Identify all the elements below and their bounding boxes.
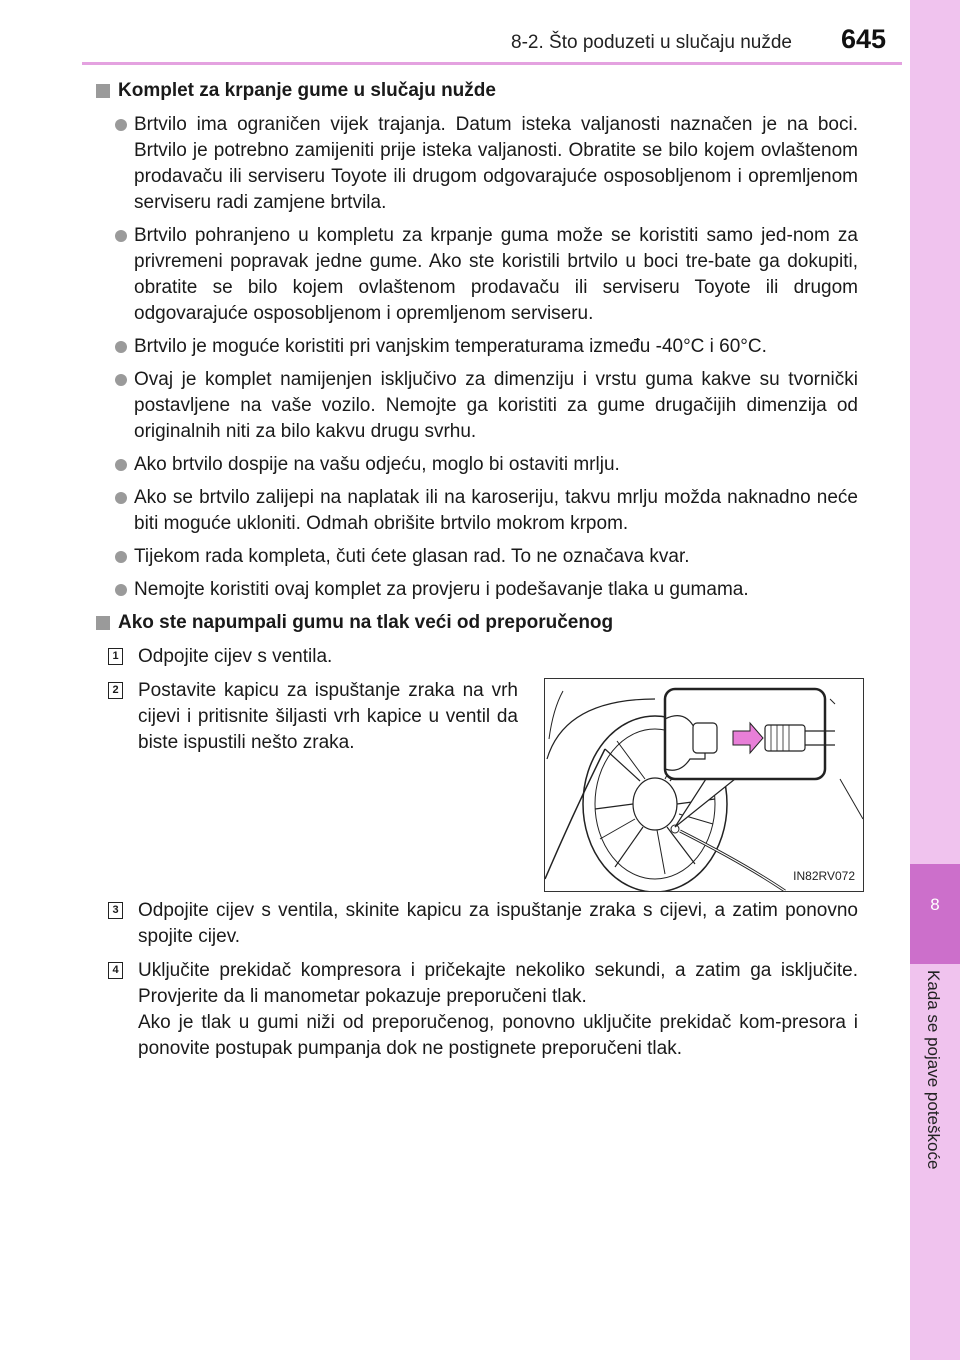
step-number: 1 xyxy=(108,648,123,665)
header-rule xyxy=(82,62,902,65)
square-bullet-icon xyxy=(96,616,110,630)
figure-label: IN82RV072 xyxy=(793,869,855,883)
bullet-item: Tijekom rada kompleta, čuti ćete glasan rad. To ne označava kvar. xyxy=(96,544,858,570)
step-text: Odpojite cijev s ventila, skinite kapicu za ispuštanje zraka s cijevi, a zatim ponovno spojite cijev. xyxy=(138,900,858,947)
step-number: 2 xyxy=(108,682,123,699)
circle-bullet-icon xyxy=(115,341,127,353)
step-text: Uključite prekidač kompresora i pričekajte nekoliko sekundi, a zatim ga isključite. Provjerite da li manometar pokazuje preporučeni tlak. xyxy=(138,960,858,1007)
section-heading xyxy=(96,78,858,104)
heading-text: Ako ste napumpali gumu na tlak veći od preporučenog xyxy=(118,612,614,633)
circle-bullet-icon xyxy=(115,459,127,471)
page-header xyxy=(82,22,902,62)
wheel-valve-drawing xyxy=(545,679,863,891)
page-content xyxy=(96,78,858,1070)
circle-bullet-icon xyxy=(115,230,127,242)
step-text: Postavite kapicu za ispuštanje zraka na vrh cijevi i pritisnite šiljasti vrh kapice u ventil da biste ispustili nešto zraka. xyxy=(138,680,518,753)
section-heading xyxy=(96,610,858,636)
step-with-figure xyxy=(96,678,858,898)
heading-text: Komplet za krpanje gume u slučaju nužde xyxy=(118,80,496,101)
step-text-continued: Ako je tlak u gumi niži od preporučenog, ponovno uključite prekidač kom-presora i ponovite postupak pumpanja dok ne postignete preporučeni tlak. xyxy=(138,1012,858,1059)
circle-bullet-icon xyxy=(115,492,127,504)
step-item xyxy=(96,678,518,756)
bullet-item: Ovaj je komplet namijenjen isključivo za dimenziju i vrstu guma kakve su tvornički postavljene na vaše vozilo. Nemojte ga koristiti za gume drugačijih dimenzija od originalnih niti za bilo kakvu drugu svrhu. xyxy=(96,367,858,445)
page-number: 645 xyxy=(840,24,886,54)
bullet-item: Ako se brtvilo zalijepi na naplatak ili na karoseriju, takvu mrlju možda naknadno neće biti moguće ukloniti. Odmah obrišite brtvilo mokrom krpom. xyxy=(96,485,858,537)
square-bullet-icon xyxy=(96,84,110,98)
circle-bullet-icon xyxy=(115,374,127,386)
chapter-title: Kada se pojave poteškoće xyxy=(924,970,943,1170)
bullet-item: Brtvilo pohranjeno u kompletu za krpanje guma može se koristiti samo jed-nom za privremeni popravak jedne gume. Ako ste koristili brtvilo u boci tre-bate ga dokupiti, obratite se bilo kojem ovlaštenom prodavaču ili serviseru Toyote ili drugom odgovarajuće osposobljenom i opremljenom serviseru. xyxy=(96,223,858,327)
section-title: 8-2. Što poduzeti u slučaju nužde xyxy=(511,32,792,53)
tire-valve-illustration xyxy=(544,678,864,892)
step-number: 4 xyxy=(108,962,123,979)
step-item xyxy=(96,898,858,950)
step-text: Odpojite cijev s ventila. xyxy=(138,646,333,667)
bullet-item: Brtvilo ima ograničen vijek trajanja. Datum isteka valjanosti naznačen je na boci. Brtvilo je potrebno zamijeniti prije isteka valjanosti. Obratite se bilo kojem ovlaštenom prodavaču ili serviseru Toyote ili drugom odgovarajuće osposobljenom i opremljenom serviseru radi zamjene brtvila. xyxy=(96,112,858,216)
step-item xyxy=(96,958,858,1062)
circle-bullet-icon xyxy=(115,584,127,596)
step-number: 3 xyxy=(108,902,123,919)
circle-bullet-icon xyxy=(115,119,127,131)
bullet-item: Nemojte koristiti ovaj komplet za provjeru i podešavanje tlaka u gumama. xyxy=(96,577,858,603)
chapter-side-tab xyxy=(910,0,960,1360)
bullet-item: Brtvilo je moguće koristiti pri vanjskim temperaturama između -40°C i 60°C. xyxy=(96,334,858,360)
chapter-number: 8 xyxy=(930,895,940,914)
circle-bullet-icon xyxy=(115,551,127,563)
step-item xyxy=(96,644,858,670)
bullet-item: Ako brtvilo dospije na vašu odjeću, moglo bi ostaviti mrlju. xyxy=(96,452,858,478)
